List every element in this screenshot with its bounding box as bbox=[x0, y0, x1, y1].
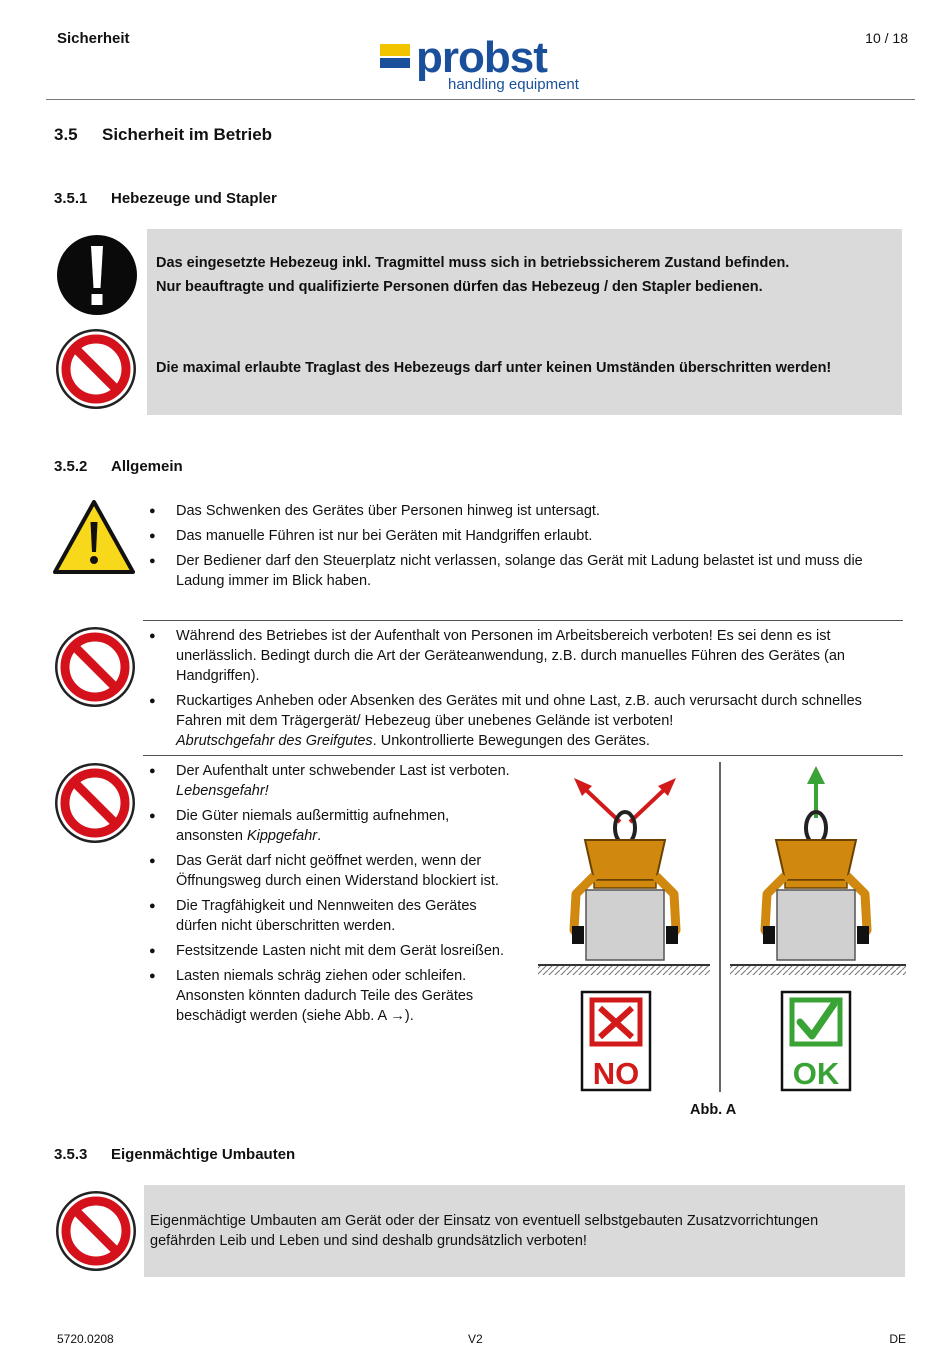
footer-language: DE bbox=[889, 1332, 906, 1346]
list-item: ● Lasten niemals schräg ziehen oder schleifen. Ansonsten könnten dadurch Teile des Gerätes beschädigt werden (siehe Abb. A →). bbox=[145, 966, 515, 1026]
footer-version: V2 bbox=[468, 1332, 483, 1346]
list-item: ● Ruckartiges Anheben oder Absenken des Gerätes mit und ohne Last, z.B. auch verursacht durch schnelles Fahren mit dem Trägergerät/ Hebezeug über unebenes Gelände ist verboten! Abrutschgefahr des Greifgutes. Unkontrollierte Bewegungen des Gerätes. bbox=[145, 691, 890, 751]
section-heading-3-5-3 bbox=[54, 1146, 295, 1163]
correct-lifting-illustration bbox=[730, 766, 906, 1091]
modification-notice-box bbox=[144, 1185, 905, 1277]
section-title: Eigenmächtige Umbauten bbox=[111, 1146, 296, 1163]
modification-notice-text: Eigenmächtige Umbauten am Gerät oder der Einsatz von eventuell selbstgebauten Zusatzvorrichtungen gefährden Leib und Leben und sind deshalb grundsätzlich verboten! bbox=[150, 1213, 819, 1249]
operation-prohibitions-list bbox=[145, 626, 890, 756]
divider bbox=[143, 620, 903, 621]
prohibition-sign-icon bbox=[55, 328, 137, 410]
page-number: 10 / 18 bbox=[865, 30, 908, 46]
section-title: Hebezeuge und Stapler bbox=[111, 190, 277, 207]
probst-logo bbox=[378, 36, 593, 94]
section-number: 3.5.1 bbox=[54, 190, 88, 207]
warning-list bbox=[145, 501, 890, 596]
figure-caption: Abb. A bbox=[690, 1102, 737, 1118]
logo-tagline: handling equipment bbox=[448, 76, 579, 93]
section-heading-3-5-1 bbox=[54, 190, 277, 207]
section-heading-3-5 bbox=[54, 125, 272, 145]
section-title: Allgemein bbox=[111, 458, 183, 475]
section-number: 3.5 bbox=[54, 125, 78, 144]
list-item: ● Die Tragfähigkeit und Nennweiten des Gerätes dürfen nicht überschritten werden. bbox=[145, 896, 515, 936]
ok-label: OK bbox=[792, 1056, 840, 1091]
lifting-equipment-notice-box bbox=[147, 229, 902, 415]
section-number: 3.5.2 bbox=[54, 458, 88, 475]
wrong-lifting-illustration bbox=[538, 778, 710, 1091]
list-item: ● Während des Betriebes ist der Aufenthalt von Personen im Arbeitsbereich verboten! Es sei denn es ist unerlässlich. Bedingt durch die Art der Geräteanwendung, z.B. durch manuelles Führen des Gerätes (an Handgriffen). bbox=[145, 626, 890, 686]
prohibition-sign-icon bbox=[55, 1190, 137, 1272]
notice-line-3: Die maximal erlaubte Traglast des Hebezeugs darf unter keinen Umständen überschritten werden! bbox=[156, 360, 832, 376]
header-divider bbox=[46, 99, 915, 100]
list-item: ● Die Güter niemals außermittig aufnehmen, ansonsten Kippgefahr. bbox=[145, 806, 515, 846]
header-section-title: Sicherheit bbox=[57, 30, 130, 47]
list-item: ● Das Gerät darf nicht geöffnet werden, wenn der Öffnungsweg durch einen Widerstand blockiert ist. bbox=[145, 851, 515, 891]
section-number: 3.5.3 bbox=[54, 1146, 88, 1163]
logo-word: probst bbox=[416, 36, 547, 82]
list-item: ● Der Bediener darf den Steuerplatz nicht verlassen, solange das Gerät mit Ladung belastet ist und muss die Ladung immer im Blick haben. bbox=[145, 551, 890, 591]
divider bbox=[143, 755, 903, 756]
list-item: ● Das manuelle Führen ist nur bei Geräten mit Handgriffen erlaubt. bbox=[145, 526, 890, 546]
list-item: ● Der Aufenthalt unter schwebender Last ist verboten. Lebensgefahr! bbox=[145, 761, 515, 801]
no-label: NO bbox=[592, 1056, 640, 1091]
figure-abb-a bbox=[530, 760, 910, 1100]
section-heading-3-5-2 bbox=[54, 458, 183, 475]
list-item: ● Festsitzende Lasten nicht mit dem Gerät losreißen. bbox=[145, 941, 515, 961]
mandatory-exclamation-icon bbox=[56, 234, 138, 316]
list-item: ● Das Schwenken des Gerätes über Personen hinweg ist untersagt. bbox=[145, 501, 890, 521]
notice-line-1: Das eingesetzte Hebezeug inkl. Tragmittel muss sich in betriebssicherem Zustand befinden. bbox=[156, 255, 790, 271]
prohibition-sign-icon bbox=[54, 762, 136, 844]
load-handling-list bbox=[145, 761, 515, 1031]
prohibition-sign-icon bbox=[54, 626, 136, 708]
footer-doc-number: 5720.0208 bbox=[57, 1332, 114, 1346]
warning-triangle-icon bbox=[53, 500, 135, 575]
section-title: Sicherheit im Betrieb bbox=[102, 125, 273, 144]
notice-line-2: Nur beauftragte und qualifizierte Personen dürfen das Hebezeug / den Stapler bedienen. bbox=[156, 279, 763, 295]
